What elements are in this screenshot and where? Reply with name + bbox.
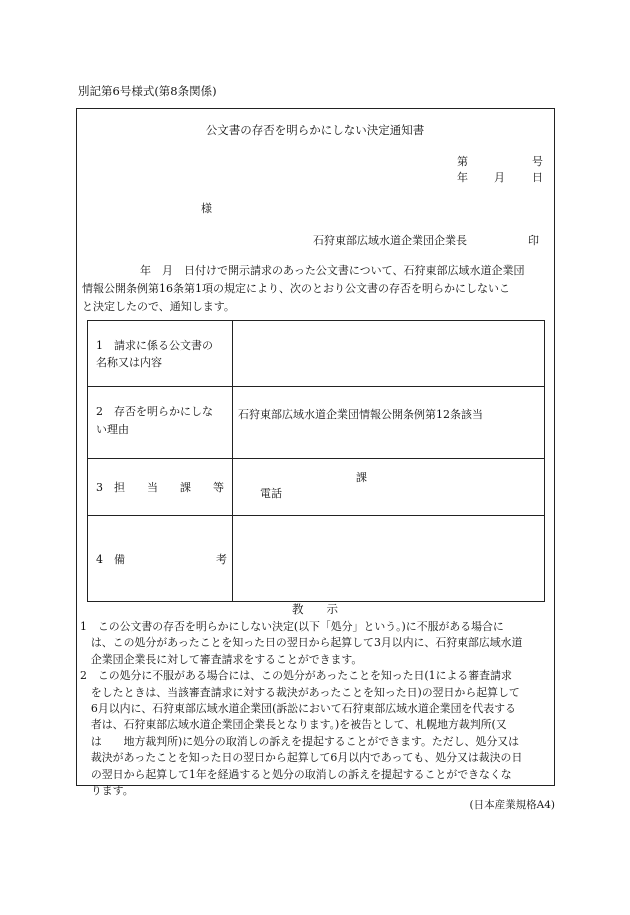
instruction-line: 企業団企業長に対して審査請求をすることができます。 <box>80 652 363 666</box>
notice-paragraph <box>82 262 552 316</box>
document-number-prefix: 第 <box>457 155 468 168</box>
seal-mark: 印 <box>528 234 539 247</box>
row-label-line: い理由 <box>96 423 129 436</box>
instruction-line: は、この処分があったことを知った日の翌日から起算して3月以内に、石狩東部広域水道 <box>80 636 523 650</box>
instructions-text <box>80 619 554 799</box>
paragraph-line: 情報公開条例第16条第1項の規定により、次のとおり公文書の存否を明らかにしないこ <box>82 282 510 295</box>
table-row-department <box>88 458 544 516</box>
instruction-line: 裁決があったことを知った日の翌日から起算して6月以内であっても、処分又は裁決の日 <box>80 751 523 765</box>
table-row-reason <box>88 386 544 459</box>
decision-details-table <box>87 320 545 602</box>
instruction-line: をしたときは、当該審査請求に対する裁決があったことを知った日)の翌日から起算して <box>80 685 520 699</box>
reason-value: 石狩東部広域水道企業団情報公開条例第12条該当 <box>238 408 483 421</box>
paragraph-line: 年 月 日付けで開示請求のあった公文書について、石狩東部広域水道企業団 <box>140 264 525 277</box>
form-number-label: 別記第6号様式(第8条関係) <box>78 84 217 98</box>
row-label-line: 2 存否を明らかにしな <box>96 405 213 418</box>
date-year-label: 年 <box>457 171 468 184</box>
row-label: 3 担 当 課 等 <box>96 481 224 494</box>
addressee-honorific: 様 <box>201 202 212 215</box>
date-month-label: 月 <box>494 171 505 184</box>
row-label-line: 名称又は内容 <box>96 356 162 369</box>
phone-label: 電話 <box>260 487 282 500</box>
instruction-line: の翌日から起算して1年を経過すると処分の取消しの訴えを提起することができなくな <box>80 767 512 781</box>
department-suffix: 課 <box>356 471 367 484</box>
date-day-label: 日 <box>532 171 543 184</box>
table-row-remarks <box>88 515 544 601</box>
table-row-requested-document <box>88 321 544 387</box>
row-label-right: 考 <box>216 553 227 566</box>
issuer-name: 石狩東部広域水道企業団企業長 <box>313 234 467 247</box>
document-number-suffix: 号 <box>532 155 543 168</box>
paper-standard-note: (日本産業規格A4) <box>469 799 555 811</box>
instruction-line: ります。 <box>80 784 134 798</box>
paragraph-line: と決定したので、通知します。 <box>82 300 235 313</box>
instruction-line: 2 この処分に不服がある場合には、この処分があったことを知った日(1による審査請求 <box>80 669 512 683</box>
instruction-line: 1 この公文書の存否を明らかにしない決定(以下「処分」という。)に不服がある場合に <box>80 620 504 633</box>
instruction-line: 者は、石狩東部広域水道企業団企業長となります。)を被告として、札幌地方裁判所(又 <box>80 718 507 732</box>
document-title: 公文書の存否を明らかにしない決定通知書 <box>205 123 425 137</box>
instruction-line: は 地方裁判所)に処分の取消しの訴えを提起することができます。ただし、処分又は <box>80 734 520 748</box>
row-label-left: 4 備 <box>96 553 125 566</box>
instruction-line: 6月以内に、石狩東部広域水道企業団(訴訟において石狩東部広域水道企業団を代表する <box>80 702 516 716</box>
instructions-title: 教 示 <box>292 602 338 616</box>
row-label-line: 1 請求に係る公文書の <box>96 339 213 352</box>
column-divider <box>232 321 233 601</box>
